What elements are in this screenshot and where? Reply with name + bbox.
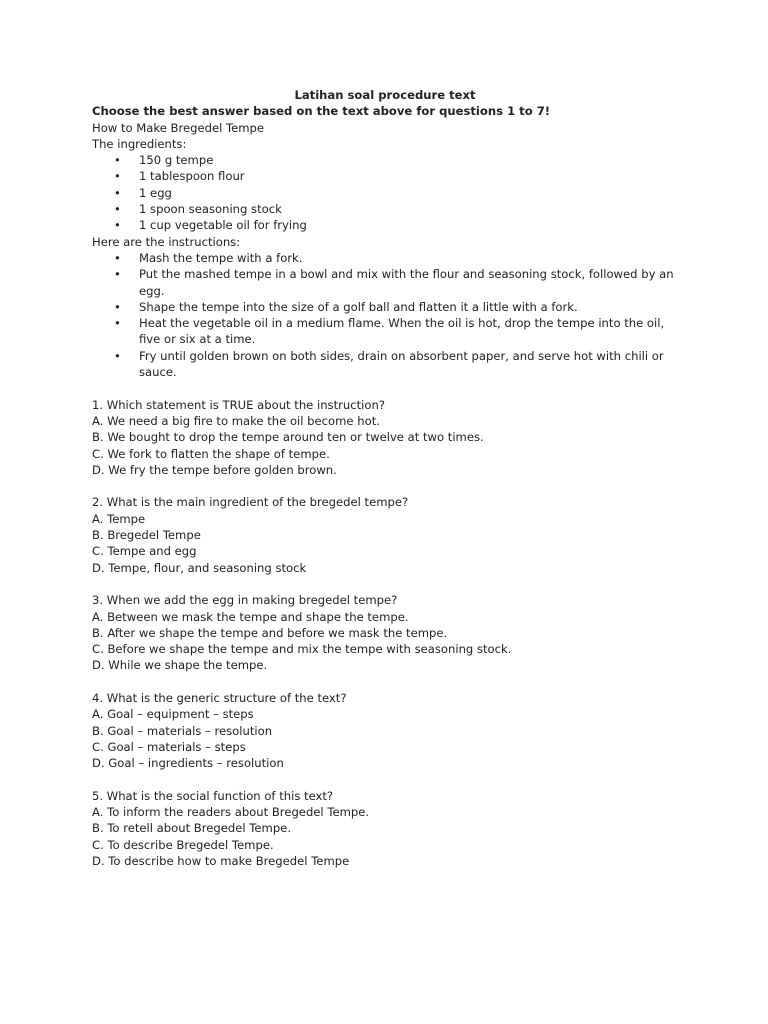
answer-option: B. After we shape the tempe and before we mask the tempe.	[92, 625, 448, 640]
step-item: • Heat the vegetable oil in a medium flame. When the oil is hot, drop the tempe into the oil, five or six at a time.	[92, 315, 678, 348]
question-text: 1. Which statement is TRUE about the instruction?	[92, 397, 385, 412]
question-1	[92, 397, 678, 478]
document-title: Latihan soal procedure text	[294, 88, 476, 102]
answer-option: B. To retell about Bregedel Tempe.	[92, 821, 292, 836]
answer-option: C. Goal – materials – steps	[92, 739, 246, 754]
recipe-title: How to Make Bregedel Tempe	[92, 120, 265, 135]
question-text: 3. When we add the egg in making bregedel tempe?	[92, 593, 398, 608]
answer-option: A. We need a big fire to make the oil become hot.	[92, 413, 380, 428]
ingredient-item: • 1 egg	[92, 185, 678, 201]
ingredients-heading: The ingredients:	[92, 136, 187, 151]
question-text: 4. What is the generic structure of the text?	[92, 690, 347, 705]
answer-option: A. Goal – equipment – steps	[92, 707, 254, 722]
answer-option: D. While we shape the tempe.	[92, 658, 268, 673]
answer-option: A. To inform the readers about Bregedel Tempe.	[92, 805, 370, 820]
answer-option: D. Goal – ingredients – resolution	[92, 756, 284, 771]
ingredient-item: • 150 g tempe	[92, 152, 678, 168]
instruction-text: Choose the best answer based on the text above for questions 1 to 7!	[92, 104, 551, 119]
answer-option: B. Goal – materials – resolution	[92, 723, 273, 738]
question-4	[92, 690, 678, 771]
step-item: • Put the mashed tempe in a bowl and mix with the flour and seasoning stock, followed by an egg.	[92, 266, 678, 299]
answer-option: C. Tempe and egg	[92, 544, 197, 559]
steps-list	[92, 250, 678, 380]
answer-option: C. Before we shape the tempe and mix the tempe with seasoning stock.	[92, 642, 512, 657]
step-item: • Fry until golden brown on both sides, drain on absorbent paper, and serve hot with chili or sauce.	[92, 348, 678, 381]
question-text: 2. What is the main ingredient of the bregedel tempe?	[92, 495, 409, 510]
question-5	[92, 788, 678, 869]
step-item: • Mash the tempe with a fork.	[92, 250, 678, 266]
ingredients-list	[92, 152, 678, 233]
question-2	[92, 494, 678, 575]
question-text: 5. What is the social function of this text?	[92, 788, 334, 803]
answer-option: B. We bought to drop the tempe around ten or twelve at two times.	[92, 430, 484, 445]
answer-option: C. To describe Bregedel Tempe.	[92, 837, 274, 852]
ingredient-item: • 1 spoon seasoning stock	[92, 201, 678, 217]
question-3	[92, 592, 678, 673]
instructions-heading: Here are the instructions:	[92, 234, 241, 249]
answer-option: D. We fry the tempe before golden brown.	[92, 462, 337, 477]
answer-option: C. We fork to flatten the shape of tempe.	[92, 446, 330, 461]
answer-option: B. Bregedel Tempe	[92, 528, 201, 543]
answer-option: A. Between we mask the tempe and shape the tempe.	[92, 609, 409, 624]
ingredient-item: • 1 cup vegetable oil for frying	[92, 217, 678, 233]
step-item: • Shape the tempe into the size of a golf ball and flatten it a little with a fork.	[92, 299, 678, 315]
answer-option: D. To describe how to make Bregedel Tempe	[92, 853, 350, 868]
answer-option: A. Tempe	[92, 511, 146, 526]
ingredient-item: • 1 tablespoon flour	[92, 168, 678, 184]
answer-option: D. Tempe, flour, and seasoning stock	[92, 560, 307, 575]
